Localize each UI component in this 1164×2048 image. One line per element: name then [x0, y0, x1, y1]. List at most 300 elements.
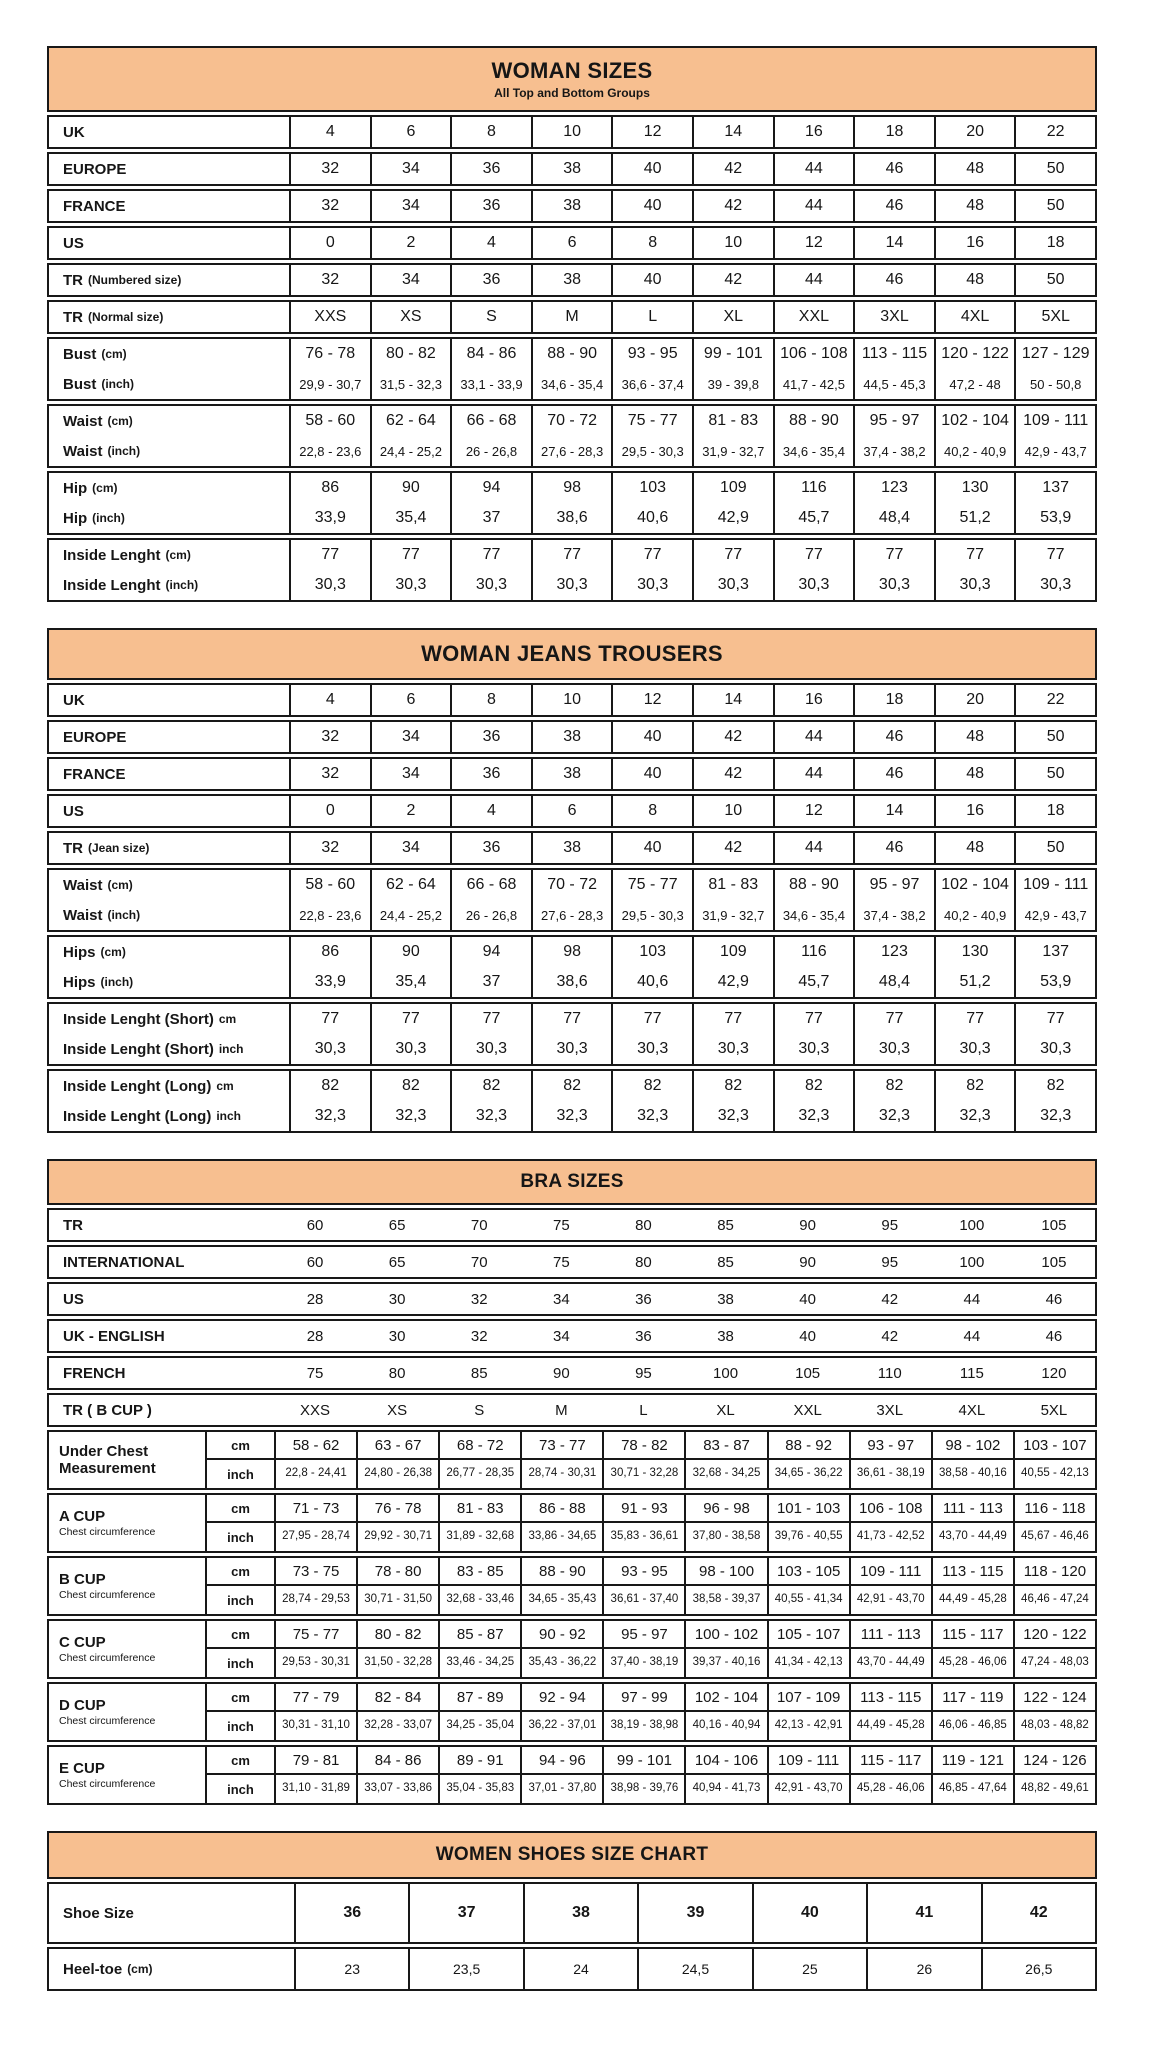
size-cell: 77: [531, 1004, 612, 1034]
table-subrow: [49, 759, 1095, 789]
table-row: [47, 1208, 1097, 1242]
size-cell: 40: [611, 265, 692, 295]
size-cell: 30,3: [370, 1034, 451, 1064]
cup-measurements: [207, 1747, 1095, 1803]
table-row: [47, 538, 1097, 602]
size-cell: 123: [853, 937, 934, 967]
size-cell: 30,3: [692, 570, 773, 600]
cup-name: D CUP: [59, 1696, 106, 1714]
size-cell: 82: [531, 1071, 612, 1101]
size-cell: 85: [717, 1253, 734, 1271]
size-cell: 77: [934, 540, 1015, 570]
size-cell: 38,19 - 38,98: [602, 1712, 684, 1740]
size-cell: 28: [306, 1327, 324, 1345]
size-cell: 44: [773, 265, 854, 295]
row-label: [49, 759, 289, 789]
size-cell: 48: [934, 759, 1015, 789]
row-label-note: inch: [218, 1042, 244, 1056]
shoes-size-header: [47, 1831, 1097, 1879]
row-label-text: Hips: [63, 973, 96, 991]
size-cell: 109 - 111: [849, 1558, 931, 1584]
table-subrow: [49, 1247, 1095, 1277]
row-label: [49, 228, 289, 258]
row-label-text: Bust: [63, 345, 97, 363]
size-cell: 37,4 - 38,2: [853, 436, 934, 466]
size-cell: 29,92 - 30,71: [356, 1523, 438, 1551]
size-cell: 77: [450, 540, 531, 570]
size-cell: 75 - 77: [611, 870, 692, 900]
size-cell: 20: [934, 685, 1015, 715]
size-cell: 40: [799, 1327, 816, 1345]
size-cell: 111 - 113: [849, 1621, 931, 1647]
size-cell: 86: [289, 473, 370, 503]
size-cell: 50: [1014, 191, 1095, 221]
size-cell: 120 - 122: [934, 339, 1015, 369]
table-row: [47, 1002, 1097, 1066]
cup-subtitle: Chest circumference: [59, 1715, 156, 1728]
size-cell: 90: [799, 1216, 816, 1234]
size-cell: 102 - 104: [934, 406, 1015, 436]
size-cell: 42,9 - 43,7: [1014, 900, 1095, 930]
size-cell: 26: [866, 1949, 980, 1989]
size-cell: 104 - 106: [684, 1747, 766, 1773]
size-cell: 3XL: [876, 1401, 904, 1419]
row-label-note: cm: [218, 1012, 237, 1026]
size-cell: 115 - 117: [931, 1621, 1013, 1647]
size-cell: 42: [881, 1290, 899, 1308]
size-cell: 92 - 94: [520, 1684, 602, 1710]
row-label-text: UK: [63, 691, 85, 709]
size-cell: 84 - 86: [356, 1747, 438, 1773]
size-cell: 68 - 72: [438, 1432, 520, 1458]
size-cell: 94: [450, 937, 531, 967]
size-cell: 88 - 90: [520, 1558, 602, 1584]
table-row: [47, 935, 1097, 999]
cup-group-row: [47, 1619, 1097, 1679]
size-cell: 82: [692, 1071, 773, 1101]
size-cell: 50: [1014, 154, 1095, 184]
size-cell: 34,65 - 35,43: [520, 1586, 602, 1614]
size-cell: 45,28 - 46,06: [849, 1775, 931, 1803]
size-cell: 95: [881, 1216, 899, 1234]
table-row: [47, 263, 1097, 297]
size-cell: 38: [531, 722, 612, 752]
size-cell: 8: [450, 685, 531, 715]
jeans-trousers-table: [47, 628, 1097, 1133]
size-cell: 34: [370, 265, 451, 295]
size-cell: 115 - 117: [849, 1747, 931, 1773]
cup-subtitle: Chest circumference: [59, 1652, 156, 1665]
row-label-text: Waist: [63, 412, 103, 430]
row-label: [49, 1284, 274, 1314]
size-cell: 116: [773, 937, 854, 967]
row-label-text: Inside Lenght (Short): [63, 1010, 214, 1028]
size-cell: 98 - 100: [684, 1558, 766, 1584]
size-cell: 46: [1045, 1290, 1063, 1308]
table-subrow: [207, 1649, 1095, 1677]
size-cell: 47,2 - 48: [934, 369, 1015, 399]
size-cell: 65: [388, 1253, 406, 1271]
jeans-trousers-header: [47, 628, 1097, 680]
size-cell: 100: [959, 1216, 985, 1234]
size-cell: L: [639, 1401, 648, 1419]
size-cell: 30,71 - 32,28: [602, 1460, 684, 1488]
size-cell: 42,91 - 43,70: [849, 1586, 931, 1614]
size-cell: 31,9 - 32,7: [692, 900, 773, 930]
table-subrow: [49, 436, 1095, 466]
row-label: [49, 406, 289, 436]
size-cell: 20: [934, 117, 1015, 147]
size-cell: 32: [470, 1290, 488, 1308]
table-subrow: [49, 339, 1095, 369]
table-subrow: [207, 1558, 1095, 1586]
row-label-text: FRANCE: [63, 765, 126, 783]
size-cell: 122 - 124: [1013, 1684, 1095, 1710]
row-label: [49, 900, 289, 930]
size-cell: 50 - 50,8: [1014, 369, 1095, 399]
table-row: [47, 189, 1097, 223]
size-cell: M: [555, 1401, 568, 1419]
row-label: [49, 503, 289, 533]
size-cell: 81 - 83: [692, 870, 773, 900]
size-cell: 77: [531, 540, 612, 570]
cup-label: [49, 1621, 207, 1677]
size-cell: 77: [370, 1004, 451, 1034]
table-subrow: [49, 154, 1095, 184]
size-cell: 2: [370, 796, 451, 826]
size-cell: 8: [450, 117, 531, 147]
size-cell: 34,6 - 35,4: [773, 900, 854, 930]
table-subrow: [49, 1284, 1095, 1314]
size-cell: 120 - 122: [1013, 1621, 1095, 1647]
size-cell: 3XL: [853, 302, 934, 332]
row-label: [49, 540, 289, 570]
size-cell: 36: [450, 722, 531, 752]
size-cell: 30,3: [853, 1034, 934, 1064]
unit-label: inch: [227, 1781, 254, 1797]
size-cell: 37,40 - 38,19: [602, 1649, 684, 1677]
size-cell: 18: [853, 117, 934, 147]
size-cell: 40,6: [611, 503, 692, 533]
row-label-note: (Numbered size): [88, 273, 182, 287]
size-cell: 32: [289, 154, 370, 184]
size-cell: 30,3: [531, 570, 612, 600]
size-cell: 42,9: [692, 503, 773, 533]
row-label-text: US: [63, 802, 84, 820]
size-cell: 36: [635, 1290, 652, 1308]
size-cell: 94 - 96: [520, 1747, 602, 1773]
size-cell: 48: [934, 191, 1015, 221]
size-cell: 90: [370, 937, 451, 967]
size-cell: 35,43 - 36,22: [520, 1649, 602, 1677]
size-cell: 46,46 - 47,24: [1013, 1586, 1095, 1614]
size-cell: 25: [752, 1949, 866, 1989]
size-cell: 77: [692, 1004, 773, 1034]
size-cell: 26 - 26,8: [450, 900, 531, 930]
row-label: [49, 937, 289, 967]
row-label-text: Inside Lenght (Long): [63, 1107, 212, 1125]
row-label-text: EUROPE: [63, 728, 127, 746]
row-label: [49, 1949, 294, 1989]
size-cell: 44: [773, 759, 854, 789]
size-cell: 32,3: [692, 1101, 773, 1131]
size-cell: 30,31 - 31,10: [274, 1712, 356, 1740]
size-cell: 37: [450, 967, 531, 997]
size-cell: 34: [553, 1327, 570, 1345]
size-cell: 14: [853, 228, 934, 258]
size-cell: 6: [531, 796, 612, 826]
size-cell: 109 - 111: [1014, 406, 1095, 436]
cup-group-row: [47, 1493, 1097, 1553]
size-cell: 6: [531, 228, 612, 258]
table-subrow: [49, 1034, 1095, 1064]
size-cell: 46: [1045, 1327, 1063, 1345]
cup-name: C CUP: [59, 1633, 106, 1651]
size-cell: 39: [637, 1884, 751, 1942]
table-subrow: [49, 1321, 1095, 1351]
size-cell: 38: [531, 759, 612, 789]
size-cell: 5XL: [1014, 302, 1095, 332]
size-cell: 10: [531, 685, 612, 715]
size-cell: 34: [370, 722, 451, 752]
size-cell: 35,04 - 35,83: [438, 1775, 520, 1803]
size-cell: 30,3: [611, 570, 692, 600]
table-row: [47, 1356, 1097, 1390]
row-label-text: UK: [63, 123, 85, 141]
cup-label: [49, 1495, 207, 1551]
size-cell: 83 - 85: [438, 1558, 520, 1584]
size-cell: 77: [773, 1004, 854, 1034]
size-cell: M: [531, 302, 612, 332]
table-subrow: [207, 1775, 1095, 1803]
table-subrow: [49, 1004, 1095, 1034]
size-cell: 95 - 97: [602, 1621, 684, 1647]
table-row: [47, 683, 1097, 717]
table-subrow: [49, 191, 1095, 221]
table-subrow: [49, 722, 1095, 752]
size-cell: 32: [289, 265, 370, 295]
size-cell: 30,3: [773, 570, 854, 600]
size-cell: 34: [553, 1290, 570, 1308]
size-cell: 34: [370, 759, 451, 789]
table-row: [47, 720, 1097, 754]
size-cell: 48,4: [853, 503, 934, 533]
size-cell: 99 - 101: [602, 1747, 684, 1773]
table-row: [47, 1319, 1097, 1353]
size-cell: 35,83 - 36,61: [602, 1523, 684, 1551]
row-label-text: Inside Lenght: [63, 576, 161, 594]
size-cell: 34,65 - 36,22: [767, 1460, 849, 1488]
size-cell: 90: [370, 473, 451, 503]
size-cell: 130: [934, 473, 1015, 503]
size-cell: 91 - 93: [602, 1495, 684, 1521]
size-cell: 18: [1014, 796, 1095, 826]
row-label-note: (inch): [165, 578, 199, 592]
table-row: [47, 337, 1097, 401]
size-cell: 75: [553, 1216, 570, 1234]
size-cell: 98: [531, 937, 612, 967]
size-cell: 32: [470, 1327, 488, 1345]
size-cell: 58 - 62: [274, 1432, 356, 1458]
row-label: [49, 369, 289, 399]
size-cell: 36: [450, 265, 531, 295]
table-row: [47, 1069, 1097, 1133]
table-subrow: [49, 1101, 1095, 1131]
table-row: [47, 757, 1097, 791]
table-row: [47, 1947, 1097, 1991]
size-cell: 34: [370, 833, 451, 863]
size-cell: 8: [611, 228, 692, 258]
size-cell: 38: [531, 833, 612, 863]
table-subrow: [207, 1586, 1095, 1614]
row-label: [49, 833, 289, 863]
cup-measurements: [207, 1432, 1095, 1488]
table-row: [47, 115, 1097, 149]
table-subrow: [207, 1712, 1095, 1740]
size-cell: 40: [611, 759, 692, 789]
size-cell: 65: [388, 1216, 406, 1234]
size-cell: 70: [470, 1253, 488, 1271]
size-cell: 29,9 - 30,7: [289, 369, 370, 399]
size-cell: 40,2 - 40,9: [934, 436, 1015, 466]
size-cell: 39,76 - 40,55: [767, 1523, 849, 1551]
size-cell: 105 - 107: [767, 1621, 849, 1647]
size-cell: 48,82 - 49,61: [1013, 1775, 1095, 1803]
size-cell: 36: [635, 1327, 652, 1345]
size-cell: 33,07 - 33,86: [356, 1775, 438, 1803]
size-cell: 109 - 111: [767, 1747, 849, 1773]
table-subrow: [207, 1684, 1095, 1712]
size-cell: 109: [692, 473, 773, 503]
row-label-text: INTERNATIONAL: [63, 1253, 185, 1271]
row-label-note: (cm): [100, 945, 126, 959]
size-cell: 80 - 82: [370, 339, 451, 369]
cup-label: [49, 1684, 207, 1740]
row-label-text: EUROPE: [63, 160, 127, 178]
unit-label: cm: [231, 1626, 250, 1642]
row-label: [49, 154, 289, 184]
table-subrow: [49, 1949, 1095, 1989]
size-cell: 113 - 115: [853, 339, 934, 369]
size-cell: 22: [1014, 117, 1095, 147]
cup-label: [49, 1747, 207, 1803]
size-cell: 103 - 107: [1013, 1432, 1095, 1458]
size-cell: 14: [853, 796, 934, 826]
size-cell: 77: [1014, 1004, 1095, 1034]
size-cell: 73 - 75: [274, 1558, 356, 1584]
table-subrow: [207, 1747, 1095, 1775]
unit-label: cm: [231, 1500, 250, 1516]
row-label-note: (inch): [107, 444, 141, 458]
size-cell: 137: [1014, 473, 1095, 503]
table-subrow: [49, 1358, 1095, 1388]
table-row: [47, 831, 1097, 865]
size-cell: 31,5 - 32,3: [370, 369, 451, 399]
size-cell: XXL: [793, 1401, 822, 1419]
table-subrow: [49, 503, 1095, 533]
size-cell: 30,3: [450, 1034, 531, 1064]
size-cell: 46,06 - 46,85: [931, 1712, 1013, 1740]
table-subrow: [49, 540, 1095, 570]
size-cell: 107 - 109: [767, 1684, 849, 1710]
size-cell: 42,13 - 42,91: [767, 1712, 849, 1740]
row-label: [49, 570, 289, 600]
size-cell: 97 - 99: [602, 1684, 684, 1710]
size-cell: 100: [713, 1364, 739, 1382]
size-cell: 83 - 87: [684, 1432, 766, 1458]
size-cell: 41,73 - 42,52: [849, 1523, 931, 1551]
table-subrow: [49, 117, 1095, 147]
table-subrow: [49, 406, 1095, 436]
row-label: [49, 473, 289, 503]
size-cell: 12: [611, 685, 692, 715]
jeans-trousers-body: [47, 683, 1097, 1133]
size-cell: 34,25 - 35,04: [438, 1712, 520, 1740]
size-cell: 71 - 73: [274, 1495, 356, 1521]
table-subtitle: All Top and Bottom Groups: [494, 86, 650, 100]
size-cell: 42,91 - 43,70: [767, 1775, 849, 1803]
size-cell: 32: [289, 191, 370, 221]
row-label-text: TR: [63, 839, 83, 857]
size-cell: 76 - 78: [289, 339, 370, 369]
size-cell: 96 - 98: [684, 1495, 766, 1521]
size-cell: 77: [289, 1004, 370, 1034]
size-cell: 124 - 126: [1013, 1747, 1095, 1773]
cup-name: Under Chest Measurement: [59, 1442, 156, 1477]
size-cell: 26,77 - 28,35: [438, 1460, 520, 1488]
row-label-note: (inch): [107, 908, 141, 922]
size-cell: 24,4 - 25,2: [370, 436, 451, 466]
size-cell: XS: [387, 1401, 408, 1419]
size-cell: 58 - 60: [289, 406, 370, 436]
size-cell: 40: [611, 722, 692, 752]
size-cell: 42: [692, 265, 773, 295]
size-cell: 44: [773, 191, 854, 221]
row-label-note: (cm): [101, 347, 127, 361]
size-cell: 30,71 - 31,50: [356, 1586, 438, 1614]
size-cell: L: [611, 302, 692, 332]
size-cell: 106 - 108: [773, 339, 854, 369]
size-cell: 34: [370, 191, 451, 221]
row-label-text: TR: [63, 308, 83, 326]
size-cell: 37: [450, 503, 531, 533]
size-cell: 88 - 92: [767, 1432, 849, 1458]
size-cell: 30,3: [531, 1034, 612, 1064]
size-cell: 30,3: [370, 570, 451, 600]
table-subrow: [49, 570, 1095, 600]
row-label: [49, 796, 289, 826]
size-cell: 32,28 - 33,07: [356, 1712, 438, 1740]
size-cell: 46: [853, 833, 934, 863]
size-cell: 30,3: [450, 570, 531, 600]
size-cell: 70 - 72: [531, 406, 612, 436]
row-label-text: Waist: [63, 876, 103, 894]
size-cell: 80: [388, 1364, 406, 1382]
size-cell: 48: [934, 833, 1015, 863]
size-cell: 6: [370, 117, 451, 147]
table-title: BRA SIZES: [520, 1171, 624, 1192]
cup-measurements: [207, 1558, 1095, 1614]
size-cell: 77: [289, 540, 370, 570]
table-subrow: [49, 685, 1095, 715]
size-cell: 103: [611, 937, 692, 967]
size-cell: 44: [773, 722, 854, 752]
table-row: [47, 1282, 1097, 1316]
row-label: [49, 870, 289, 900]
size-cell: 44,5 - 45,3: [853, 369, 934, 399]
size-cell: 22,8 - 23,6: [289, 436, 370, 466]
row-label: [49, 1395, 274, 1425]
